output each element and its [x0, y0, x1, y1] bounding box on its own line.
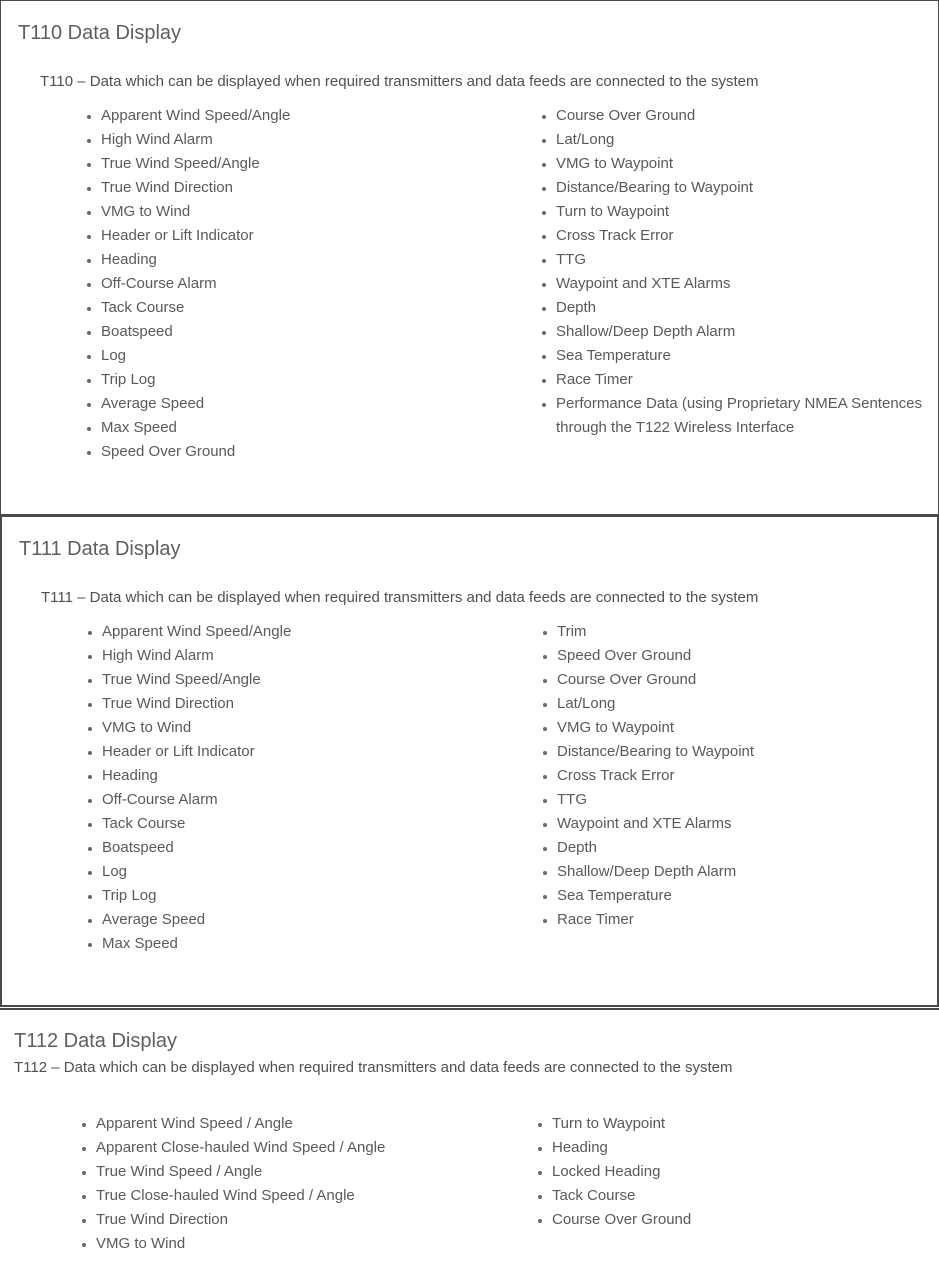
- list-item: • True Wind Speed/Angle: [101, 152, 290, 176]
- list-item: • Speed Over Ground: [557, 644, 754, 668]
- left-item-list: [80, 1112, 385, 1256]
- list-item: • Lat/Long: [557, 692, 754, 716]
- panel-title: T112 Data Display: [14, 1030, 178, 1052]
- list-item: • VMG to Wind: [101, 200, 290, 224]
- list-item: • Turn to Waypoint: [552, 1112, 691, 1136]
- list-item: • Trim: [557, 620, 754, 644]
- list-item: • Locked Heading: [552, 1160, 691, 1184]
- list-item: • Sea Temperature: [557, 884, 754, 908]
- list-item: • Course Over Ground: [552, 1208, 691, 1232]
- list-item: • Turn to Waypoint: [556, 200, 939, 224]
- list-item: • Speed Over Ground: [101, 440, 290, 464]
- list-item: • High Wind Alarm: [102, 644, 291, 668]
- right-item-list: [540, 104, 939, 440]
- t110-panel: [0, 0, 939, 515]
- list-item: • Heading: [102, 764, 291, 788]
- list-item: • Off-Course Alarm: [101, 272, 290, 296]
- list-item: • Apparent Wind Speed/Angle: [101, 104, 290, 128]
- list-item: • True Wind Direction: [101, 176, 290, 200]
- list-item: • True Close-hauled Wind Speed / Angle: [96, 1184, 385, 1208]
- list-item: • Average Speed: [102, 908, 291, 932]
- list-item: • True Wind Speed / Angle: [96, 1160, 385, 1184]
- right-item-list: [541, 620, 754, 932]
- list-item: • Log: [102, 860, 291, 884]
- list-item: • Apparent Close-hauled Wind Speed / Angle: [96, 1136, 385, 1160]
- t111-panel: [0, 515, 939, 1007]
- list-item: • Cross Track Error: [556, 224, 939, 248]
- panel-title: T110 Data Display: [18, 22, 182, 44]
- left-item-list: [85, 104, 290, 464]
- t112-panel: [0, 1008, 939, 1268]
- list-item: • Race Timer: [557, 908, 754, 932]
- list-item: • Trip Log: [102, 884, 291, 908]
- list-item: • TTG: [557, 788, 754, 812]
- list-item: • Waypoint and XTE Alarms: [556, 272, 939, 296]
- list-item: • True Wind Direction: [102, 692, 291, 716]
- list-item: • High Wind Alarm: [101, 128, 290, 152]
- list-item: • Apparent Wind Speed/Angle: [102, 620, 291, 644]
- list-item: • Log: [101, 344, 290, 368]
- list-item: • Heading: [552, 1136, 691, 1160]
- list-item: • Off-Course Alarm: [102, 788, 291, 812]
- list-item: • Apparent Wind Speed / Angle: [96, 1112, 385, 1136]
- list-item: • VMG to Waypoint: [556, 152, 939, 176]
- list-item: • Tack Course: [552, 1184, 691, 1208]
- list-item: • Distance/Bearing to Waypoint: [556, 176, 939, 200]
- list-item: • Shallow/Deep Depth Alarm: [557, 860, 754, 884]
- list-item: • Lat/Long: [556, 128, 939, 152]
- list-item: • Shallow/Deep Depth Alarm: [556, 320, 939, 344]
- list-item: • Trip Log: [101, 368, 290, 392]
- list-item: • Sea Temperature: [556, 344, 939, 368]
- list-item: • Header or Lift Indicator: [102, 740, 291, 764]
- list-item: • Performance Data (using Proprietary NMEA Sentences through the T122 Wireless Interface: [556, 392, 939, 440]
- panel-intro: T110 – Data which can be displayed when required transmitters and data feeds are connected to the system: [40, 73, 759, 90]
- right-item-list: [536, 1112, 691, 1232]
- list-item: • Max Speed: [102, 932, 291, 956]
- list-item: • Course Over Ground: [556, 104, 939, 128]
- list-item: • Max Speed: [101, 416, 290, 440]
- list-item: • VMG to Wind: [102, 716, 291, 740]
- list-item: • Cross Track Error: [557, 764, 754, 788]
- panel-intro: T112 – Data which can be displayed when required transmitters and data feeds are connected to the system: [14, 1059, 733, 1076]
- list-item: • Race Timer: [556, 368, 939, 392]
- list-item: • VMG to Waypoint: [557, 716, 754, 740]
- list-item: • Average Speed: [101, 392, 290, 416]
- list-item: • Distance/Bearing to Waypoint: [557, 740, 754, 764]
- panel-title: T111 Data Display: [19, 538, 181, 560]
- list-item: • True Wind Speed/Angle: [102, 668, 291, 692]
- panel-intro: T111 – Data which can be displayed when required transmitters and data feeds are connected to the system: [41, 589, 759, 606]
- list-item: • Tack Course: [101, 296, 290, 320]
- list-item: • TTG: [556, 248, 939, 272]
- list-item: • True Wind Direction: [96, 1208, 385, 1232]
- list-item: • Waypoint and XTE Alarms: [557, 812, 754, 836]
- list-item: • Course Over Ground: [557, 668, 754, 692]
- left-item-list: [86, 620, 291, 956]
- list-item: • Heading: [101, 248, 290, 272]
- list-item: • Depth: [556, 296, 939, 320]
- list-item: • Boatspeed: [102, 836, 291, 860]
- list-item: • Depth: [557, 836, 754, 860]
- list-item: • Header or Lift Indicator: [101, 224, 290, 248]
- list-item: • Tack Course: [102, 812, 291, 836]
- list-item: • VMG to Wind: [96, 1232, 385, 1256]
- list-item: • Boatspeed: [101, 320, 290, 344]
